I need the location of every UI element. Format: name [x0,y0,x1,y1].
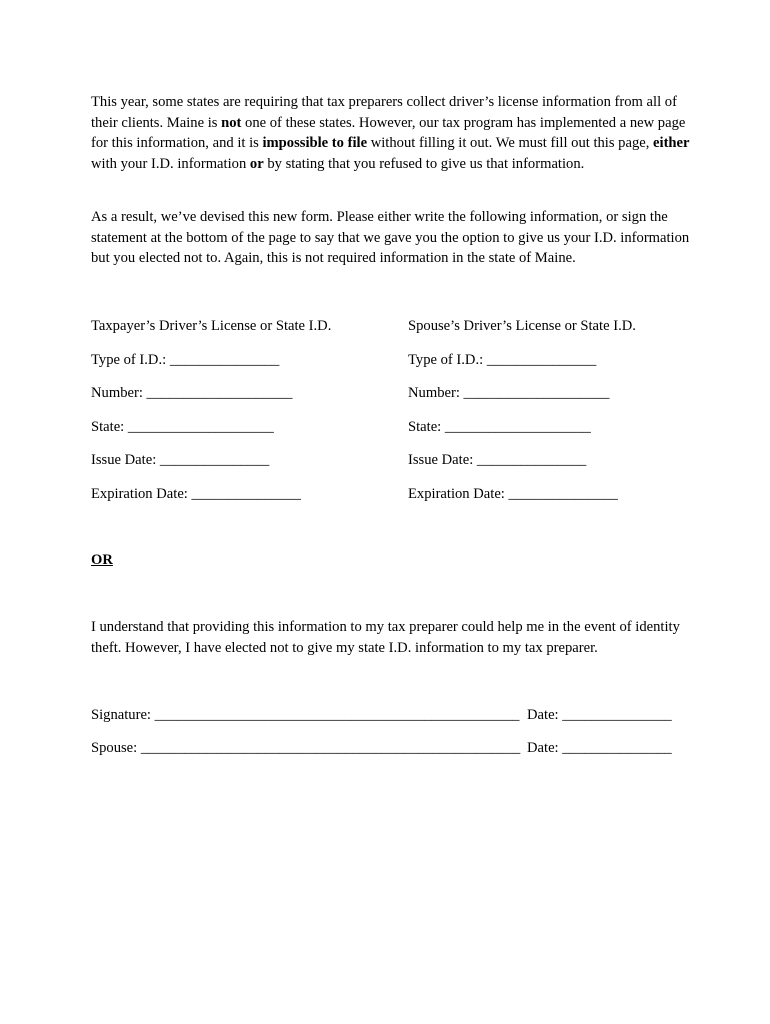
spouse-heading: Spouse’s Driver’s License or State I.D. [408,318,636,334]
taxpayer-expiration-date-field[interactable]: Expiration Date: _______________ [91,486,301,502]
intro-text-2: one of these states. However, our tax program has implemented a new page for this information, and it is [91,114,686,152]
intro-bold-or: or [249,156,264,173]
intro-text-4: with your I.D. information [91,156,250,173]
or-heading: OR [91,552,113,568]
taxpayer-issue-date-field[interactable]: Issue Date: _______________ [91,452,270,468]
intro-text-1: This year, some states are requiring that tax preparers collect driver’s license information from all of their clients. Maine is [91,94,677,131]
signature-date-field[interactable]: Date: _______________ [527,707,672,723]
intro-bold-not: not [221,114,242,131]
spouse-signature-date-field[interactable]: Date: _______________ [527,740,672,756]
taxpayer-number-field[interactable]: Number: ____________________ [91,385,293,401]
spouse-expiration-date-field[interactable]: Expiration Date: _______________ [408,486,618,502]
intro-bold-either: either [653,135,690,152]
intro-bold-impossible: impossible to file [262,135,368,152]
signature-field[interactable]: Signature: __________________________________________________ [91,707,520,723]
taxpayer-state-field[interactable]: State: ____________________ [91,419,274,435]
result-paragraph: As a result, we’ve devised this new form. Please either write the following information, or sign the statement at the bottom of the page to say that we gave you the option to give us your I.D. information but you elected not to. Again, this is not required information in the state of Maine. [91,209,690,267]
intro-text-3: without filling it out. We must fill out this page, [367,135,654,152]
taxpayer-type-field[interactable]: Type of I.D.: _______________ [91,352,280,368]
intro-paragraph [91,92,691,175]
spouse-type-field[interactable]: Type of I.D.: _______________ [408,352,597,368]
spouse-state-field[interactable]: State: ____________________ [408,419,591,435]
spouse-number-field[interactable]: Number: ____________________ [408,385,610,401]
intro-text-5: by stating that you refused to give us that information. [263,156,585,173]
decline-statement: I understand that providing this information to my tax preparer could help me in the event of identity theft. However, I have elected not to give my state I.D. information to my tax preparer. [91,619,680,656]
spouse-issue-date-field[interactable]: Issue Date: _______________ [408,452,587,468]
spouse-signature-field[interactable]: Spouse: ____________________________________________________ [91,740,521,756]
taxpayer-heading: Taxpayer’s Driver’s License or State I.D. [91,318,332,334]
